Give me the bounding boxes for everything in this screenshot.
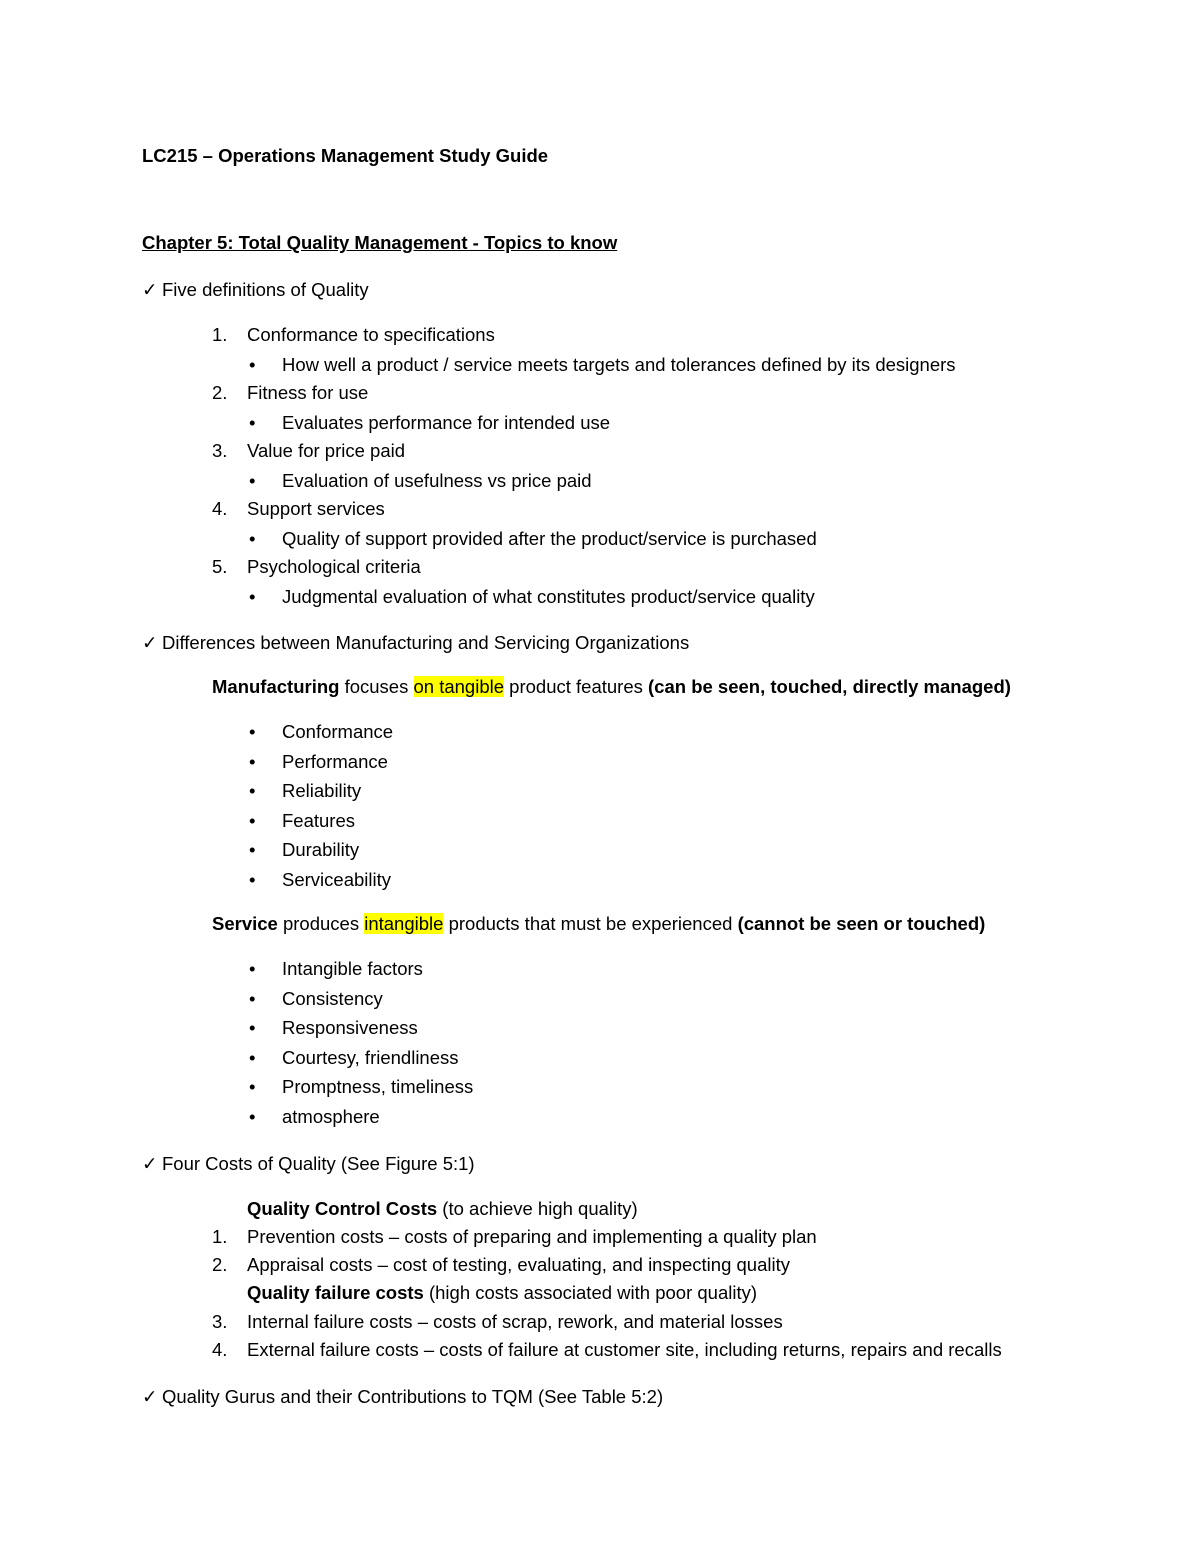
list-item: Consistency — [282, 988, 383, 1009]
definition-detail: Judgmental evaluation of what constitutes product/service quality — [282, 586, 815, 607]
bullet-icon: • — [249, 958, 256, 979]
definition-label: Fitness for use — [247, 382, 369, 403]
check-mark-icon: ✓ — [142, 1153, 158, 1174]
list-item: 1. — [212, 1226, 228, 1247]
section-heading-differences: ✓ Differences between Manufacturing and Servicing Organizations — [142, 632, 690, 653]
check-mark-icon: ✓ — [142, 632, 158, 653]
bullet-icon: • — [249, 470, 256, 491]
definition-detail: Evaluation of usefulness vs price paid — [282, 470, 592, 491]
definition-detail: How well a product / service meets targets and tolerances defined by its designers — [282, 354, 956, 375]
list-item: 1. — [212, 324, 228, 345]
section-heading-costs: ✓ Four Costs of Quality (See Figure 5:1) — [142, 1153, 475, 1174]
list-item: Performance — [282, 751, 388, 772]
list-item: 4. — [212, 498, 228, 519]
service-paragraph: Service produces intangible products that must be experienced (cannot be seen or touched) — [212, 913, 986, 934]
definition-label: Psychological criteria — [247, 556, 421, 577]
check-mark-icon: ✓ — [142, 279, 158, 300]
bullet-icon: • — [249, 528, 256, 549]
cost-item: Prevention costs – costs of preparing and implementing a quality plan — [247, 1226, 817, 1247]
definition-detail: Quality of support provided after the product/service is purchased — [282, 528, 817, 549]
list-item: Intangible factors — [282, 958, 423, 979]
cost-item: External failure costs – costs of failure at customer site, including returns, repairs and recalls — [247, 1339, 1002, 1360]
list-item: Serviceability — [282, 869, 391, 890]
list-item: atmosphere — [282, 1106, 380, 1127]
bullet-icon: • — [249, 412, 256, 433]
list-item: Conformance — [282, 721, 394, 742]
list-item: 5. — [212, 556, 228, 577]
bullet-icon: • — [249, 1076, 256, 1097]
list-item: 4. — [212, 1339, 228, 1360]
bullet-icon: • — [249, 810, 256, 831]
section-heading-gurus: ✓ Quality Gurus and their Contributions to TQM (See Table 5:2) — [142, 1386, 664, 1407]
list-item: Promptness, timeliness — [282, 1076, 474, 1097]
list-item: 3. — [212, 440, 228, 461]
list-item: 3. — [212, 1311, 228, 1332]
chapter-heading: Chapter 5: Total Quality Management - Topics to know — [142, 232, 618, 253]
list-item: Features — [282, 810, 356, 831]
document-title: LC215 – Operations Management Study Guide — [142, 145, 549, 166]
bullet-icon: • — [249, 988, 256, 1009]
cost-item: Internal failure costs – costs of scrap, rework, and material losses — [247, 1311, 783, 1332]
bullet-icon: • — [249, 354, 256, 375]
definition-detail: Evaluates performance for intended use — [282, 412, 611, 433]
list-item: 2. — [212, 1254, 228, 1275]
list-item: Reliability — [282, 780, 362, 801]
bullet-icon: • — [249, 751, 256, 772]
list-item: 2. — [212, 382, 228, 403]
definition-label: Value for price paid — [247, 440, 406, 461]
bullet-icon: • — [249, 1106, 256, 1127]
bullet-icon: • — [249, 721, 256, 742]
section-heading-definitions: ✓ Five definitions of Quality — [142, 279, 369, 300]
quality-control-costs-subheading: Quality Control Costs (to achieve high quality) — [247, 1198, 638, 1219]
list-item: Durability — [282, 839, 360, 860]
check-mark-icon: ✓ — [142, 1386, 158, 1407]
quality-failure-costs-subheading: Quality failure costs (high costs associated with poor quality) — [247, 1282, 758, 1303]
list-item: Responsiveness — [282, 1017, 418, 1038]
highlighted-text: intangible — [364, 913, 444, 934]
bullet-icon: • — [249, 1017, 256, 1038]
definition-label: Support services — [247, 498, 385, 519]
bullet-icon: • — [249, 839, 256, 860]
highlighted-text: on tangible — [413, 676, 505, 697]
cost-item: Appraisal costs – cost of testing, evaluating, and inspecting quality — [247, 1254, 790, 1275]
bullet-icon: • — [249, 869, 256, 890]
bullet-icon: • — [249, 780, 256, 801]
definition-label: Conformance to specifications — [247, 324, 495, 345]
bullet-icon: • — [249, 1047, 256, 1068]
bullet-icon: • — [249, 586, 256, 607]
list-item: Courtesy, friendliness — [282, 1047, 459, 1068]
manufacturing-paragraph: Manufacturing focuses on tangible product features (can be seen, touched, directly managed) — [212, 676, 1011, 697]
